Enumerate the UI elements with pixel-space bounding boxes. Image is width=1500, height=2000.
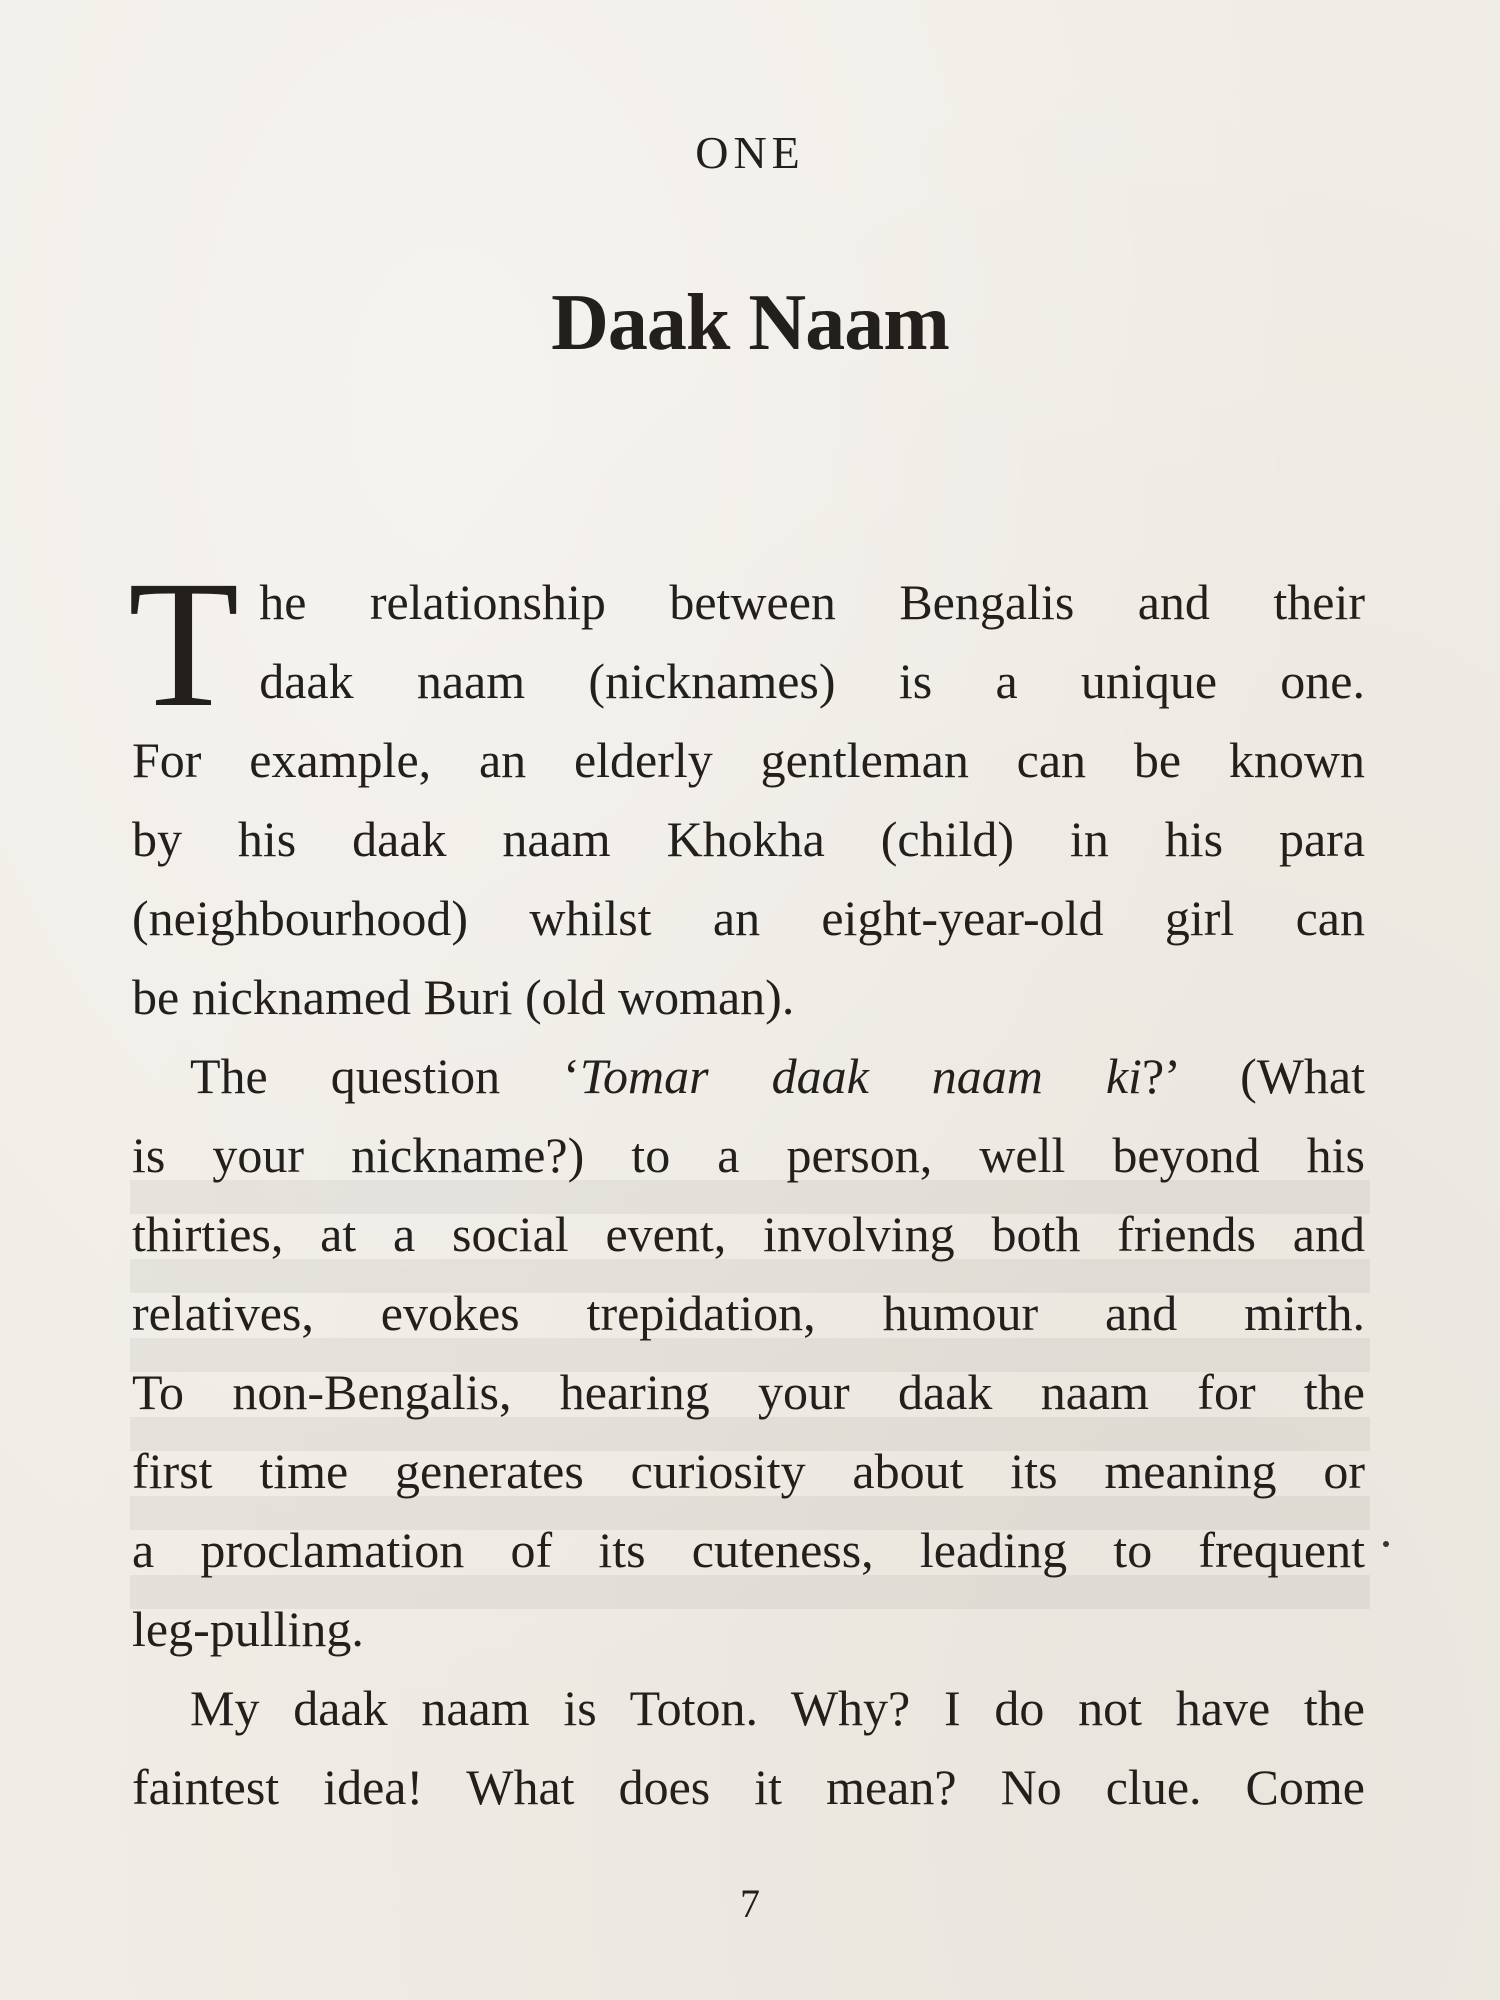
text-line: My daak naam is Toton. Why? I do not have the — [190, 1680, 1365, 1736]
text-line: is your nickname?) to a person, well beyond his — [132, 1127, 1365, 1183]
italic-phrase: Tomar daak naam ki — [579, 1048, 1142, 1104]
text-line: a proclamation of its cuteness, leading to frequent — [132, 1522, 1365, 1578]
text-run: The question — [190, 1048, 564, 1104]
text-line: leg-pulling. — [132, 1601, 364, 1657]
text-run: ?’ (What — [1141, 1048, 1366, 1104]
open-quote: ‘ — [563, 1048, 580, 1104]
text-line: daak naam (nicknames) is a unique one. — [259, 653, 1365, 709]
paragraph-1 — [128, 544, 1365, 1037]
text-line: To non-Bengalis, hearing your daak naam for the — [132, 1364, 1365, 1420]
paragraph-2 — [132, 1037, 1365, 1669]
paragraph-3 — [132, 1669, 1365, 1827]
page-number: 7 — [740, 1881, 760, 1926]
drop-cap: T — [128, 544, 240, 745]
stray-mark — [1383, 1541, 1389, 1547]
text-line: (neighbourhood) whilst an eight-year-old girl can — [132, 890, 1365, 946]
text-line: first time generates curiosity about its meaning or — [132, 1443, 1365, 1499]
text-line — [132, 1037, 1365, 1116]
text-line: thirties, at a social event, involving both friends and — [132, 1206, 1365, 1262]
chapter-number: ONE — [695, 127, 805, 178]
text-line: faintest idea! What does it mean? No clue. Come — [132, 1759, 1365, 1815]
text-line: relatives, evokes trepidation, humour and mirth. — [132, 1285, 1365, 1341]
text-line: For example, an elderly gentleman can be known — [132, 732, 1365, 788]
chapter-title: Daak Naam — [551, 279, 949, 367]
body-text — [128, 544, 1366, 1827]
text-line: be nicknamed Buri (old woman). — [132, 969, 795, 1025]
text-line: he relationship between Bengalis and their — [259, 574, 1365, 630]
text-line: by his daak naam Khokha (child) in his para — [132, 811, 1365, 867]
